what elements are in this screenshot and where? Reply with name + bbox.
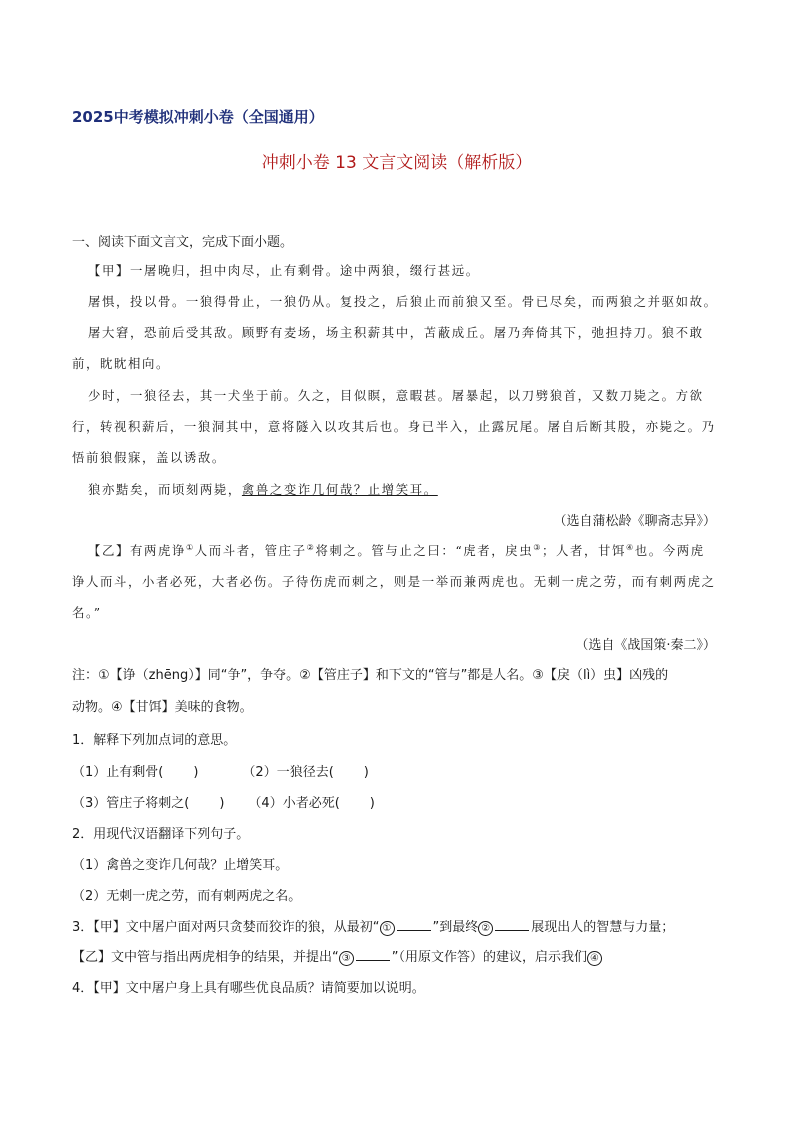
text: 也。今两虎 [634,543,705,558]
passage-yi-line: 名。” [72,605,102,620]
source-yi: （选自《战国策·秦二》） [575,638,716,653]
passage-jia-line: 行，转视积薪后，一狼洞其中，意将隧入以攻其后也。身已半入，止露尻尾。屠自后断其股，亦毙之。乃 [72,419,716,434]
close-paren: ) [369,796,375,811]
text: 3．【甲】文中屠户面对两只贪婪而狡诈的狼，从最初“ [72,920,380,935]
blank-marker: ① [380,921,395,936]
question-2-item: （1）禽兽之变诈几何哉？止增笑耳。 [72,858,289,873]
text: ”到最终 [432,920,479,935]
plain-text: 狼亦黠矣，而顷刻两毙， [88,482,242,497]
passage-jia-line: 屠惧，投以骨。一狼得骨止，一狼仍从。复投之，后狼止而前狼又至。骨已尽矣，而两狼之并驱如故。 [88,294,718,309]
passage-jia-last-line [88,480,438,498]
series-title: 2025中考模拟冲刺小卷（全国通用） [72,108,324,126]
passage-jia-line: 悟前狼假寐，盖以诱敌。 [72,450,226,465]
answer-blank[interactable] [356,948,390,961]
source-jia: （选自蒲松龄《聊斋志异》） [553,514,716,529]
text: ；人者，甘饵 [542,543,626,558]
answer-blank[interactable] [397,918,431,931]
text: ”（用原文作答）的建议，启示我们 [391,950,587,965]
footnote-mark: ③ [533,542,543,552]
blank-marker: ③ [339,951,354,966]
passage-yi-line [88,541,705,559]
question-3-line [72,916,674,936]
blank-marker: ② [478,921,493,936]
q1-item: （3）管庄子将刺之( [72,796,190,811]
question-1-title: 1．解释下列加点词的意思。 [72,733,237,748]
section-heading: 一、阅读下面文言文，完成下面小题。 [72,235,294,250]
text: 人而斗者，管庄子 [194,543,307,558]
footnote-mark: ① [185,542,195,552]
passage-yi-line: 诤人而斗，小者必死，大者必伤。子待伤虎而刺之，则是一举而兼两虎也。无刺一虎之劳，而有刺两虎之 [72,574,716,589]
passage-jia-line: 前，眈眈相向。 [72,356,170,371]
passage-jia-line: 少时，一狼径去，其一犬坐于前。久之，目似瞑，意暇甚。屠暴起，以刀劈狼首，又数刀毙之。方欲 [88,388,704,403]
passage-jia-line: 【甲】一屠晚归，担中肉尽，止有剩骨。途中两狼，缀行甚远。 [88,263,480,278]
question-1-row [72,792,375,811]
underlined-sentence: 禽兽之变诈几何哉？止增笑耳。 [241,482,438,497]
text: 【乙】文中管与指出两虎相争的结果，并提出“ [72,950,339,965]
question-4-title: 4．【甲】文中屠户身上具有哪些优良品质？请简要加以说明。 [72,981,425,996]
text: 将刺之。管与止之曰：“虎者，戾虫 [315,543,534,558]
footnote-mark: ④ [625,542,635,552]
question-3-line [72,946,602,966]
text: 【乙】有两虎诤 [88,543,186,558]
close-paren: ) [219,796,225,811]
blank-marker: ④ [587,951,602,966]
passage-jia-line: 屠大窘，恐前后受其敌。顾野有麦场，场主积薪其中，苫蔽成丘。屠乃奔倚其下，弛担持刀。狼不敢 [88,325,704,340]
q1-item: （4）小者必死( [248,796,340,811]
notes-line: 注：①【诤（zhēng）】同“争”，争夺。②【管庄子】和下文的“管与”都是人名。③【戾（lì）虫】凶残的 [72,668,669,683]
q1-item: （1）止有剩骨( [72,765,164,780]
answer-blank[interactable] [495,918,529,931]
close-paren: ) [193,765,199,780]
question-2-item: （2）无刺一虎之劳，而有刺两虎之名。 [72,889,302,904]
footnote-mark: ② [306,542,316,552]
text: 展现出人的智慧与力量； [531,920,675,935]
close-paren: ) [363,765,369,780]
notes-line: 动物。④【甘饵】美味的食物。 [72,700,253,715]
q1-item: （2）一狼径去( [242,765,334,780]
question-2-title: 2．用现代汉语翻译下列句子。 [72,827,250,842]
question-1-row [72,761,369,780]
page-title: 冲刺小卷 13 文言文阅读（解析版） [261,153,533,173]
